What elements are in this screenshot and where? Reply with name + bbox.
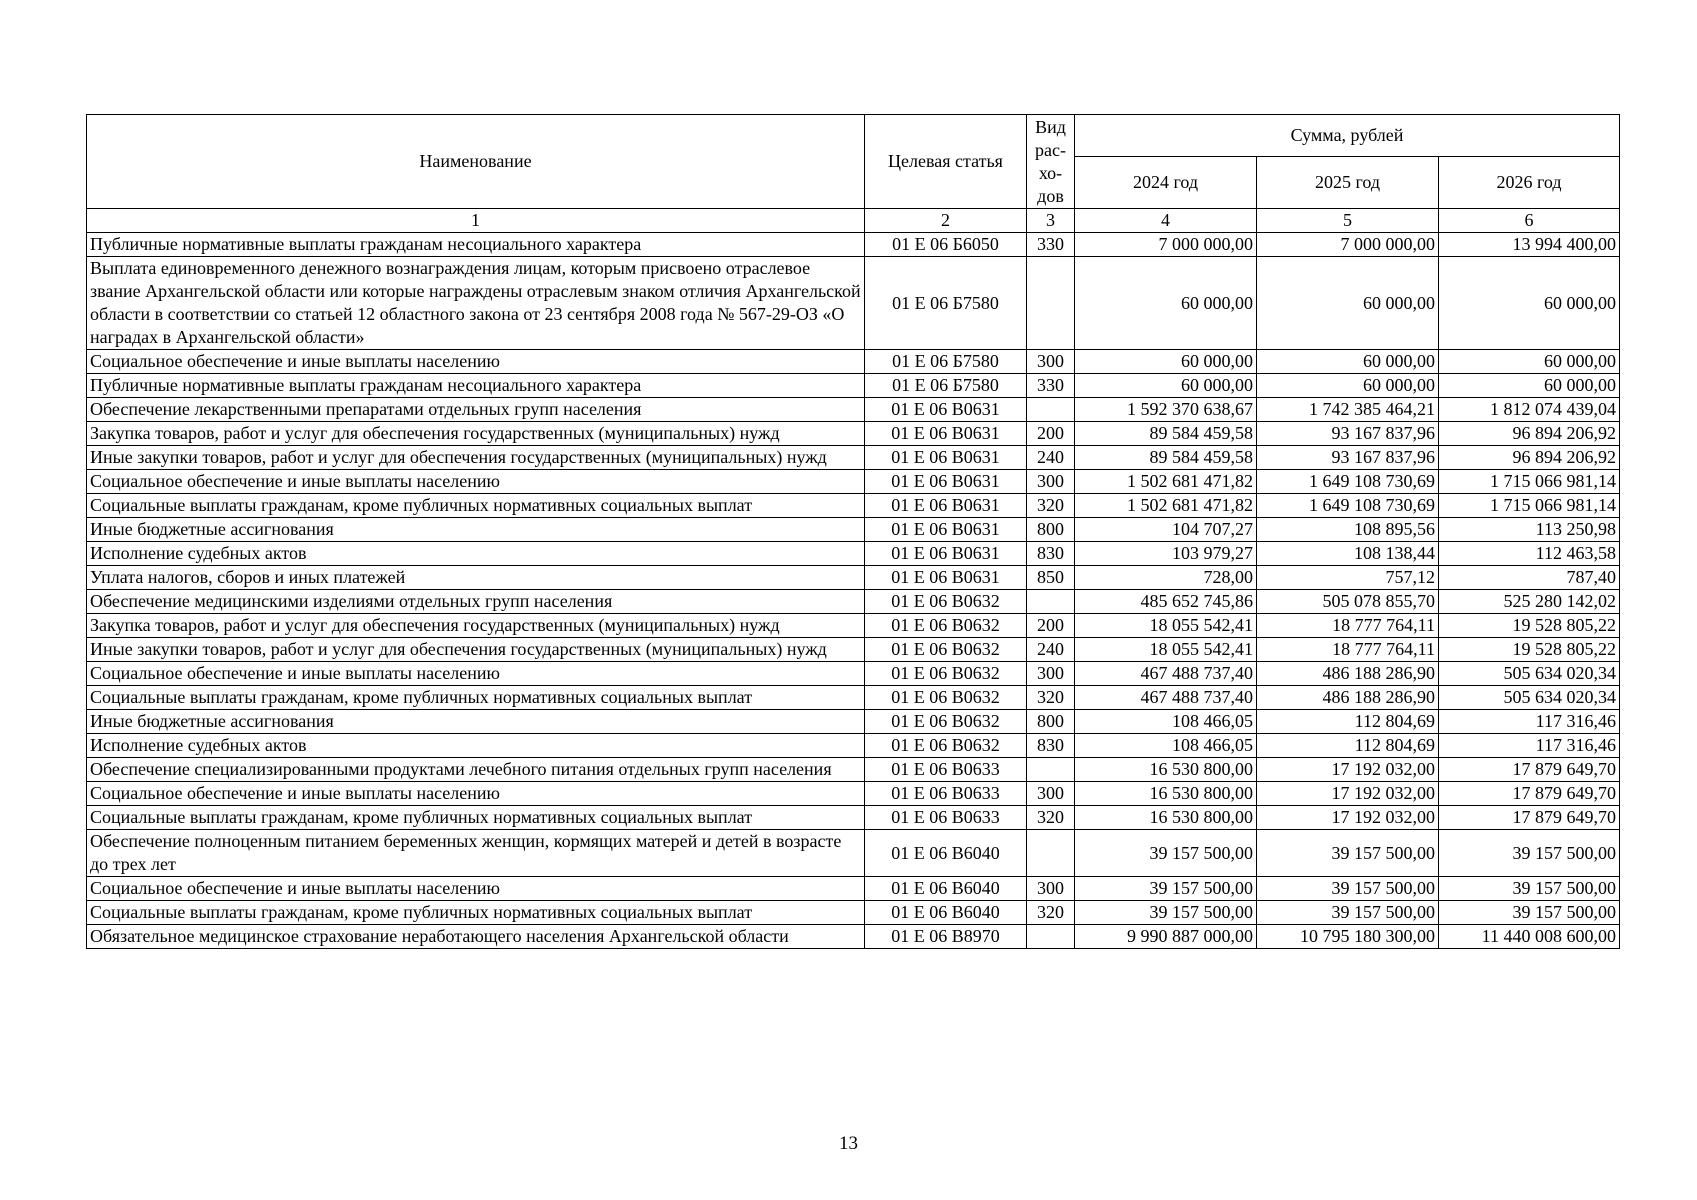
table-row <box>87 614 1620 638</box>
cell-sum-2024: 18 055 542,41 <box>1075 638 1257 662</box>
cell-name: Социальное обеспечение и иные выплаты населению <box>87 877 865 901</box>
cell-sum-2026: 505 634 020,34 <box>1439 662 1620 686</box>
cell-sum-2026: 1 715 066 981,14 <box>1439 470 1620 494</box>
cell-sum-2026: 505 634 020,34 <box>1439 686 1620 710</box>
cell-expense-type: 300 <box>1027 877 1075 901</box>
table-row <box>87 830 1620 877</box>
table-row <box>87 446 1620 470</box>
cell-expense-type <box>1027 758 1075 782</box>
table-row <box>87 710 1620 734</box>
cell-target-article: 01 Е 06 В0632 <box>865 662 1027 686</box>
cell-name: Социальное обеспечение и иные выплаты населению <box>87 350 865 374</box>
cell-expense-type <box>1027 398 1075 422</box>
cell-sum-2024: 108 466,05 <box>1075 734 1257 758</box>
cell-sum-2026: 1 812 074 439,04 <box>1439 398 1620 422</box>
cell-sum-2024: 103 979,27 <box>1075 542 1257 566</box>
cell-sum-2026: 39 157 500,00 <box>1439 830 1620 877</box>
cell-target-article: 01 Е 06 Б7580 <box>865 257 1027 350</box>
cell-sum-2025: 1 649 108 730,69 <box>1257 470 1439 494</box>
table-row <box>87 758 1620 782</box>
cell-sum-2024: 467 488 737,40 <box>1075 662 1257 686</box>
cell-target-article: 01 Е 06 В6040 <box>865 830 1027 877</box>
cell-sum-2025: 18 777 764,11 <box>1257 614 1439 638</box>
cell-sum-2025: 39 157 500,00 <box>1257 830 1439 877</box>
cell-sum-2025: 60 000,00 <box>1257 257 1439 350</box>
cell-name: Закупка товаров, работ и услуг для обеспечения государственных (муниципальных) нужд <box>87 422 865 446</box>
cell-sum-2024: 16 530 800,00 <box>1075 758 1257 782</box>
cell-expense-type: 800 <box>1027 518 1075 542</box>
cell-expense-type: 330 <box>1027 374 1075 398</box>
cell-sum-2024: 89 584 459,58 <box>1075 446 1257 470</box>
cell-sum-2025: 39 157 500,00 <box>1257 901 1439 925</box>
cell-sum-2025: 486 188 286,90 <box>1257 686 1439 710</box>
cell-sum-2026: 117 316,46 <box>1439 734 1620 758</box>
table-row <box>87 901 1620 925</box>
cell-expense-type: 320 <box>1027 686 1075 710</box>
cell-target-article: 01 Е 06 В0633 <box>865 782 1027 806</box>
cell-sum-2024: 467 488 737,40 <box>1075 686 1257 710</box>
cell-expense-type: 830 <box>1027 734 1075 758</box>
cell-name: Социальные выплаты гражданам, кроме публичных нормативных социальных выплат <box>87 901 865 925</box>
cell-sum-2025: 486 188 286,90 <box>1257 662 1439 686</box>
cell-sum-2024: 89 584 459,58 <box>1075 422 1257 446</box>
cell-sum-2024: 16 530 800,00 <box>1075 782 1257 806</box>
cell-target-article: 01 Е 06 В0632 <box>865 614 1027 638</box>
cell-name: Иные закупки товаров, работ и услуг для обеспечения государственных (муниципальных) нужд <box>87 446 865 470</box>
column-number: 4 <box>1075 209 1257 233</box>
cell-target-article: 01 Е 06 В0632 <box>865 734 1027 758</box>
cell-target-article: 01 Е 06 В0631 <box>865 494 1027 518</box>
column-number: 6 <box>1439 209 1620 233</box>
cell-sum-2024: 485 652 745,86 <box>1075 590 1257 614</box>
table-row <box>87 350 1620 374</box>
cell-name: Уплата налогов, сборов и иных платежей <box>87 566 865 590</box>
cell-name: Обеспечение специализированными продуктами лечебного питания отдельных групп населения <box>87 758 865 782</box>
cell-target-article: 01 Е 06 В0632 <box>865 710 1027 734</box>
cell-name: Публичные нормативные выплаты гражданам несоциального характера <box>87 233 865 257</box>
cell-target-article: 01 Е 06 Б7580 <box>865 350 1027 374</box>
table-row <box>87 782 1620 806</box>
cell-name: Закупка товаров, работ и услуг для обеспечения государственных (муниципальных) нужд <box>87 614 865 638</box>
header-sum: Сумма, рублей <box>1075 115 1620 157</box>
cell-name: Обеспечение лекарственными препаратами отдельных групп населения <box>87 398 865 422</box>
cell-sum-2025: 108 138,44 <box>1257 542 1439 566</box>
cell-sum-2024: 60 000,00 <box>1075 374 1257 398</box>
cell-expense-type: 240 <box>1027 638 1075 662</box>
cell-target-article: 01 Е 06 В0631 <box>865 398 1027 422</box>
cell-expense-type: 850 <box>1027 566 1075 590</box>
cell-sum-2026: 13 994 400,00 <box>1439 233 1620 257</box>
cell-sum-2024: 728,00 <box>1075 566 1257 590</box>
cell-sum-2026: 60 000,00 <box>1439 374 1620 398</box>
cell-target-article: 01 Е 06 В0631 <box>865 518 1027 542</box>
table-row <box>87 590 1620 614</box>
cell-name: Социальные выплаты гражданам, кроме публичных нормативных социальных выплат <box>87 806 865 830</box>
cell-sum-2026: 19 528 805,22 <box>1439 614 1620 638</box>
cell-target-article: 01 Е 06 В6040 <box>865 877 1027 901</box>
cell-sum-2025: 39 157 500,00 <box>1257 877 1439 901</box>
cell-target-article: 01 Е 06 В0632 <box>865 686 1027 710</box>
cell-sum-2026: 60 000,00 <box>1439 257 1620 350</box>
cell-name: Исполнение судебных актов <box>87 734 865 758</box>
cell-sum-2024: 39 157 500,00 <box>1075 901 1257 925</box>
cell-name: Иные бюджетные ассигнования <box>87 518 865 542</box>
cell-sum-2026: 60 000,00 <box>1439 350 1620 374</box>
cell-sum-2026: 96 894 206,92 <box>1439 422 1620 446</box>
table-row <box>87 734 1620 758</box>
cell-expense-type: 300 <box>1027 662 1075 686</box>
cell-sum-2025: 112 804,69 <box>1257 710 1439 734</box>
cell-target-article: 01 Е 06 В0632 <box>865 590 1027 614</box>
cell-sum-2025: 17 192 032,00 <box>1257 806 1439 830</box>
cell-name: Социальное обеспечение и иные выплаты населению <box>87 470 865 494</box>
cell-expense-type: 320 <box>1027 806 1075 830</box>
cell-sum-2024: 16 530 800,00 <box>1075 806 1257 830</box>
cell-sum-2026: 787,40 <box>1439 566 1620 590</box>
table-row <box>87 806 1620 830</box>
cell-expense-type <box>1027 257 1075 350</box>
cell-sum-2024: 9 990 887 000,00 <box>1075 925 1257 949</box>
cell-name: Социальные выплаты гражданам, кроме публичных нормативных социальных выплат <box>87 686 865 710</box>
cell-sum-2025: 93 167 837,96 <box>1257 422 1439 446</box>
table-row <box>87 494 1620 518</box>
cell-sum-2025: 757,12 <box>1257 566 1439 590</box>
table-row <box>87 925 1620 949</box>
table-row <box>87 662 1620 686</box>
cell-sum-2025: 1 742 385 464,21 <box>1257 398 1439 422</box>
cell-name: Выплата единовременного денежного вознаграждения лицам, которым присвоено отраслевое звание Архангельской области или которые награждены отраслевым знаком отличия Архангельской области в соответствии со статьей 12 областного закона от 23 сентября 2008 года № 567-29-ОЗ «О наградах в Архангельской области» <box>87 257 865 350</box>
cell-sum-2026: 96 894 206,92 <box>1439 446 1620 470</box>
cell-target-article: 01 Е 06 В0631 <box>865 542 1027 566</box>
cell-expense-type: 200 <box>1027 422 1075 446</box>
cell-expense-type <box>1027 590 1075 614</box>
cell-target-article: 01 Е 06 В8970 <box>865 925 1027 949</box>
cell-target-article: 01 Е 06 В0633 <box>865 806 1027 830</box>
table-header <box>87 115 1620 233</box>
cell-name: Исполнение судебных актов <box>87 542 865 566</box>
cell-sum-2025: 7 000 000,00 <box>1257 233 1439 257</box>
cell-sum-2025: 108 895,56 <box>1257 518 1439 542</box>
table-row <box>87 233 1620 257</box>
cell-sum-2025: 1 649 108 730,69 <box>1257 494 1439 518</box>
cell-sum-2024: 1 592 370 638,67 <box>1075 398 1257 422</box>
cell-sum-2026: 17 879 649,70 <box>1439 782 1620 806</box>
cell-sum-2025: 17 192 032,00 <box>1257 758 1439 782</box>
cell-sum-2025: 112 804,69 <box>1257 734 1439 758</box>
header-year-2024: 2024 год <box>1075 157 1257 209</box>
cell-sum-2024: 108 466,05 <box>1075 710 1257 734</box>
cell-expense-type: 240 <box>1027 446 1075 470</box>
cell-name: Иные бюджетные ассигнования <box>87 710 865 734</box>
cell-expense-type: 830 <box>1027 542 1075 566</box>
cell-sum-2026: 11 440 008 600,00 <box>1439 925 1620 949</box>
cell-target-article: 01 Е 06 В6040 <box>865 901 1027 925</box>
cell-sum-2024: 7 000 000,00 <box>1075 233 1257 257</box>
cell-target-article: 01 Е 06 Б7580 <box>865 374 1027 398</box>
cell-target-article: 01 Е 06 В0632 <box>865 638 1027 662</box>
cell-sum-2025: 60 000,00 <box>1257 374 1439 398</box>
cell-target-article: 01 Е 06 В0631 <box>865 566 1027 590</box>
cell-sum-2026: 17 879 649,70 <box>1439 758 1620 782</box>
cell-sum-2024: 60 000,00 <box>1075 350 1257 374</box>
cell-name: Социальное обеспечение и иные выплаты населению <box>87 782 865 806</box>
cell-sum-2025: 17 192 032,00 <box>1257 782 1439 806</box>
cell-expense-type: 200 <box>1027 614 1075 638</box>
cell-name: Обеспечение медицинскими изделиями отдельных групп населения <box>87 590 865 614</box>
cell-sum-2026: 117 316,46 <box>1439 710 1620 734</box>
header-name: Наименование <box>87 115 865 209</box>
cell-sum-2024: 39 157 500,00 <box>1075 877 1257 901</box>
column-number: 3 <box>1027 209 1075 233</box>
table-row <box>87 257 1620 350</box>
table-row <box>87 398 1620 422</box>
cell-target-article: 01 Е 06 В0631 <box>865 446 1027 470</box>
cell-sum-2024: 60 000,00 <box>1075 257 1257 350</box>
cell-name: Публичные нормативные выплаты гражданам несоциального характера <box>87 374 865 398</box>
cell-sum-2026: 113 250,98 <box>1439 518 1620 542</box>
cell-expense-type: 800 <box>1027 710 1075 734</box>
cell-expense-type: 320 <box>1027 901 1075 925</box>
cell-sum-2024: 18 055 542,41 <box>1075 614 1257 638</box>
column-number-row <box>87 209 1620 233</box>
budget-table <box>86 114 1620 949</box>
table-row <box>87 374 1620 398</box>
cell-sum-2024: 1 502 681 471,82 <box>1075 494 1257 518</box>
cell-name: Обязательное медицинское страхование неработающего населения Архангельской области <box>87 925 865 949</box>
cell-sum-2026: 1 715 066 981,14 <box>1439 494 1620 518</box>
cell-sum-2026: 39 157 500,00 <box>1439 877 1620 901</box>
cell-sum-2026: 17 879 649,70 <box>1439 806 1620 830</box>
cell-sum-2025: 18 777 764,11 <box>1257 638 1439 662</box>
column-number: 5 <box>1257 209 1439 233</box>
table-body <box>87 233 1620 949</box>
cell-sum-2024: 39 157 500,00 <box>1075 830 1257 877</box>
cell-expense-type: 300 <box>1027 782 1075 806</box>
cell-expense-type: 300 <box>1027 350 1075 374</box>
table-row <box>87 566 1620 590</box>
table-row <box>87 686 1620 710</box>
cell-sum-2026: 19 528 805,22 <box>1439 638 1620 662</box>
cell-name: Социальные выплаты гражданам, кроме публичных нормативных социальных выплат <box>87 494 865 518</box>
cell-expense-type: 320 <box>1027 494 1075 518</box>
cell-sum-2025: 10 795 180 300,00 <box>1257 925 1439 949</box>
header-year-2025: 2025 год <box>1257 157 1439 209</box>
table-row <box>87 470 1620 494</box>
cell-name: Иные закупки товаров, работ и услуг для обеспечения государственных (муниципальных) нужд <box>87 638 865 662</box>
cell-target-article: 01 Е 06 Б6050 <box>865 233 1027 257</box>
cell-sum-2025: 505 078 855,70 <box>1257 590 1439 614</box>
table-row <box>87 877 1620 901</box>
cell-sum-2026: 112 463,58 <box>1439 542 1620 566</box>
cell-sum-2025: 93 167 837,96 <box>1257 446 1439 470</box>
header-vid: Вид рас-хо-дов <box>1027 115 1075 209</box>
table-row <box>87 518 1620 542</box>
cell-expense-type <box>1027 830 1075 877</box>
column-number: 1 <box>87 209 865 233</box>
cell-target-article: 01 Е 06 В0631 <box>865 470 1027 494</box>
cell-target-article: 01 Е 06 В0633 <box>865 758 1027 782</box>
column-number: 2 <box>865 209 1027 233</box>
table-row <box>87 542 1620 566</box>
header-code: Целевая статья <box>865 115 1027 209</box>
header-year-2026: 2026 год <box>1439 157 1620 209</box>
cell-name: Обеспечение полноценным питанием беременных женщин, кормящих матерей и детей в возрасте до трех лет <box>87 830 865 877</box>
page-number: 13 <box>839 1133 858 1154</box>
cell-sum-2025: 60 000,00 <box>1257 350 1439 374</box>
table-row <box>87 638 1620 662</box>
cell-expense-type: 330 <box>1027 233 1075 257</box>
cell-sum-2026: 525 280 142,02 <box>1439 590 1620 614</box>
cell-sum-2024: 1 502 681 471,82 <box>1075 470 1257 494</box>
cell-expense-type: 300 <box>1027 470 1075 494</box>
cell-sum-2024: 104 707,27 <box>1075 518 1257 542</box>
cell-sum-2026: 39 157 500,00 <box>1439 901 1620 925</box>
cell-expense-type <box>1027 925 1075 949</box>
cell-name: Социальное обеспечение и иные выплаты населению <box>87 662 865 686</box>
cell-target-article: 01 Е 06 В0631 <box>865 422 1027 446</box>
table-row <box>87 422 1620 446</box>
